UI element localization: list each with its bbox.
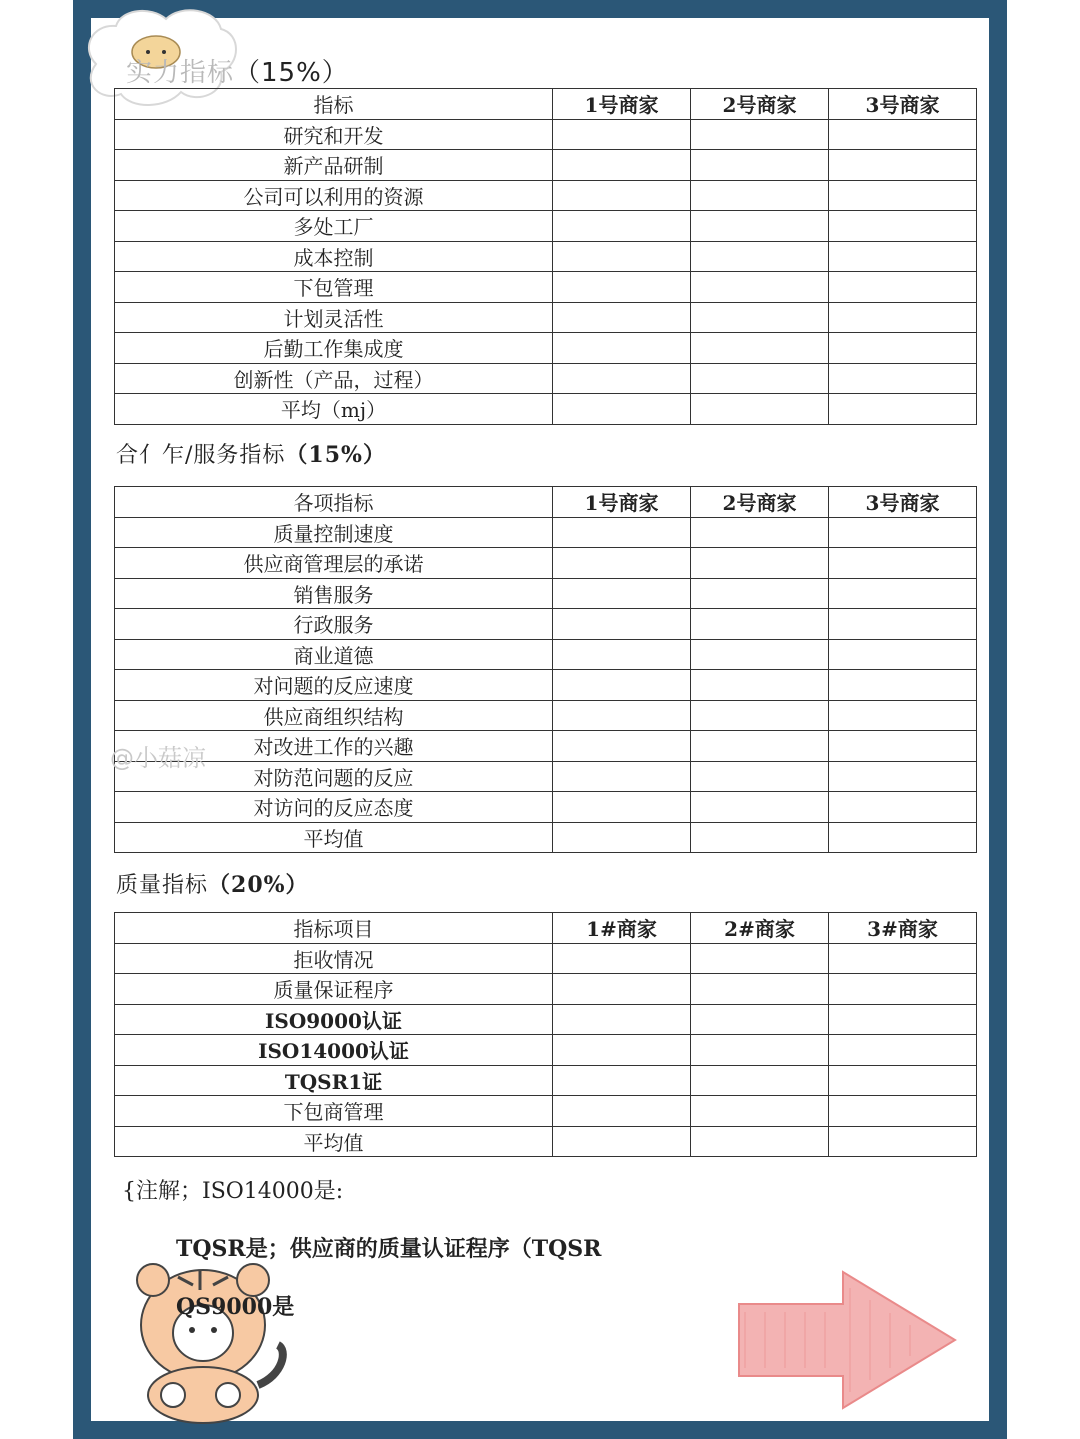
score-cell[interactable] [691,1126,829,1157]
table-row [115,670,977,701]
score-cell[interactable] [691,548,829,579]
score-cell[interactable] [829,670,977,701]
header-cell: 3号商家 [829,487,977,518]
note-iso14000: {注解；ISO14000是: [122,1179,344,1204]
score-cell[interactable] [691,943,829,974]
score-cell[interactable] [691,731,829,762]
table-row [115,639,977,670]
score-cell[interactable] [691,180,829,211]
row-label: ISO9000认证 [115,1004,553,1035]
table-row [115,1035,977,1066]
note-tqsr: TQSR是；供应商的质量认证程序（TQSR [176,1236,602,1262]
table-row [115,822,977,853]
strength-table [114,88,977,425]
section-1-title: 实力指标 [126,58,235,88]
table-row [115,548,977,579]
table-row [115,792,977,823]
header-cell: 各项指标 [115,487,553,518]
table-row [115,241,977,272]
section-1-heading [126,52,349,89]
score-cell[interactable] [553,700,691,731]
score-cell[interactable] [691,119,829,150]
table-row [115,761,977,792]
table-row [115,272,977,303]
score-cell[interactable] [553,119,691,150]
score-cell[interactable] [691,1065,829,1096]
score-cell[interactable] [829,302,977,333]
row-label: 拒收情况 [115,943,553,974]
table-row [115,1126,977,1157]
section-3-weight: （20%） [208,872,309,898]
score-cell[interactable] [829,548,977,579]
score-cell[interactable] [829,792,977,823]
header-cell: 1号商家 [553,487,691,518]
score-cell[interactable] [829,943,977,974]
header-cell: 2号商家 [691,89,829,120]
score-cell[interactable] [829,517,977,548]
section-3-heading [116,868,309,899]
row-label: 质量控制速度 [115,517,553,548]
score-cell[interactable] [829,119,977,150]
section-2-title: 合亻乍/服务指标 [116,443,286,468]
score-cell[interactable] [553,1126,691,1157]
section-1-weight: （15%） [234,58,349,88]
score-cell[interactable] [829,974,977,1005]
tiger-sticker-icon [118,1255,298,1425]
score-cell[interactable] [691,150,829,181]
section-2-heading [116,438,386,469]
score-cell[interactable] [691,974,829,1005]
header-cell: 3号商家 [829,89,977,120]
score-cell[interactable] [553,394,691,425]
score-cell[interactable] [553,180,691,211]
row-label: 对访问的反应态度 [115,792,553,823]
row-label: 下包商管理 [115,1096,553,1127]
table-row [115,180,977,211]
score-cell[interactable] [553,761,691,792]
header-cell: 3#商家 [829,913,977,944]
score-cell[interactable] [553,731,691,762]
section-3-title: 质量指标 [116,873,209,898]
header-cell: 1号商家 [553,89,691,120]
score-cell[interactable] [829,150,977,181]
score-cell[interactable] [691,639,829,670]
score-cell[interactable] [691,241,829,272]
table-row [115,211,977,242]
note-qs9000: QS9000是 [176,1294,295,1320]
score-cell[interactable] [829,241,977,272]
score-cell[interactable] [553,517,691,548]
score-cell[interactable] [553,272,691,303]
row-label: 销售服务 [115,578,553,609]
score-cell[interactable] [553,302,691,333]
row-label: 后勤工作集成度 [115,333,553,364]
table-row [115,119,977,150]
table-row [115,1004,977,1035]
score-cell[interactable] [691,517,829,548]
header-cell: 指标 [115,89,553,120]
table-row [115,302,977,333]
score-cell[interactable] [553,639,691,670]
score-cell[interactable] [691,822,829,853]
row-label: 研究和开发 [115,119,553,150]
row-label: 平均值 [115,1126,553,1157]
table-row [115,1065,977,1096]
score-cell[interactable] [829,363,977,394]
service-table [114,486,977,853]
score-cell[interactable] [691,761,829,792]
score-cell[interactable] [691,1035,829,1066]
table-row [115,578,977,609]
table-header-row [115,89,977,120]
score-cell[interactable] [553,609,691,640]
section-2-weight: （15%） [285,442,386,468]
score-cell[interactable] [691,670,829,701]
score-cell[interactable] [829,1035,977,1066]
score-cell[interactable] [553,1035,691,1066]
score-cell[interactable] [829,1065,977,1096]
table-row [115,700,977,731]
score-cell[interactable] [553,1004,691,1035]
score-cell[interactable] [829,700,977,731]
score-cell[interactable] [691,272,829,303]
score-cell[interactable] [829,731,977,762]
table-row [115,333,977,364]
score-cell[interactable] [691,1096,829,1127]
table-row [115,1096,977,1127]
score-cell[interactable] [829,211,977,242]
score-cell[interactable] [829,761,977,792]
score-cell[interactable] [691,302,829,333]
table-row [115,517,977,548]
score-cell[interactable] [691,333,829,364]
score-cell[interactable] [553,150,691,181]
score-cell[interactable] [829,333,977,364]
table-header-row [115,487,977,518]
score-cell[interactable] [829,1004,977,1035]
score-cell[interactable] [553,822,691,853]
score-cell[interactable] [553,974,691,1005]
row-label: 供应商组织结构 [115,700,553,731]
table-row [115,394,977,425]
score-cell[interactable] [691,1004,829,1035]
score-cell[interactable] [829,394,977,425]
header-cell: 2#商家 [691,913,829,944]
row-label: TQSR1证 [115,1065,553,1096]
row-label: 对问题的反应速度 [115,670,553,701]
score-cell[interactable] [553,241,691,272]
score-cell[interactable] [829,609,977,640]
score-cell[interactable] [691,394,829,425]
score-cell[interactable] [553,943,691,974]
table-header-row [115,913,977,944]
row-label: 计划灵活性 [115,302,553,333]
row-label: 对改进工作的兴趣 [115,731,553,762]
row-label: 下包管理 [115,272,553,303]
row-label: 行政服务 [115,609,553,640]
row-label: 对防范问题的反应 [115,761,553,792]
row-label: 质量保证程序 [115,974,553,1005]
row-label: 多处工厂 [115,211,553,242]
score-cell[interactable] [829,639,977,670]
score-cell[interactable] [553,792,691,823]
score-cell[interactable] [829,180,977,211]
score-cell[interactable] [553,211,691,242]
table-row [115,609,977,640]
score-cell[interactable] [691,609,829,640]
header-cell: 1#商家 [553,913,691,944]
row-label: 商业道德 [115,639,553,670]
score-cell[interactable] [691,363,829,394]
score-cell[interactable] [829,1096,977,1127]
row-label: ISO14000认证 [115,1035,553,1066]
score-cell[interactable] [691,578,829,609]
score-cell[interactable] [553,363,691,394]
score-cell[interactable] [691,792,829,823]
score-cell[interactable] [829,272,977,303]
header-cell: 2号商家 [691,487,829,518]
row-label: 平均（mj） [115,394,553,425]
row-label: 供应商管理层的承诺 [115,548,553,579]
table-row [115,150,977,181]
next-arrow-icon [735,1268,960,1413]
score-cell[interactable] [553,578,691,609]
score-cell[interactable] [829,822,977,853]
table-row [115,363,977,394]
score-cell[interactable] [553,333,691,364]
row-label: 创新性（产品，过程） [115,363,553,394]
watermark: @小菇凉 [110,744,206,772]
score-cell[interactable] [553,1096,691,1127]
table-row [115,974,977,1005]
quality-table [114,912,977,1157]
row-label: 成本控制 [115,241,553,272]
score-cell[interactable] [691,700,829,731]
row-label: 新产品研制 [115,150,553,181]
score-cell[interactable] [829,578,977,609]
score-cell[interactable] [553,670,691,701]
header-cell: 指标项目 [115,913,553,944]
row-label: 公司可以利用的资源 [115,180,553,211]
table-row [115,731,977,762]
table-row [115,943,977,974]
score-cell[interactable] [553,1065,691,1096]
row-label: 平均值 [115,822,553,853]
score-cell[interactable] [553,548,691,579]
score-cell[interactable] [829,1126,977,1157]
score-cell[interactable] [691,211,829,242]
